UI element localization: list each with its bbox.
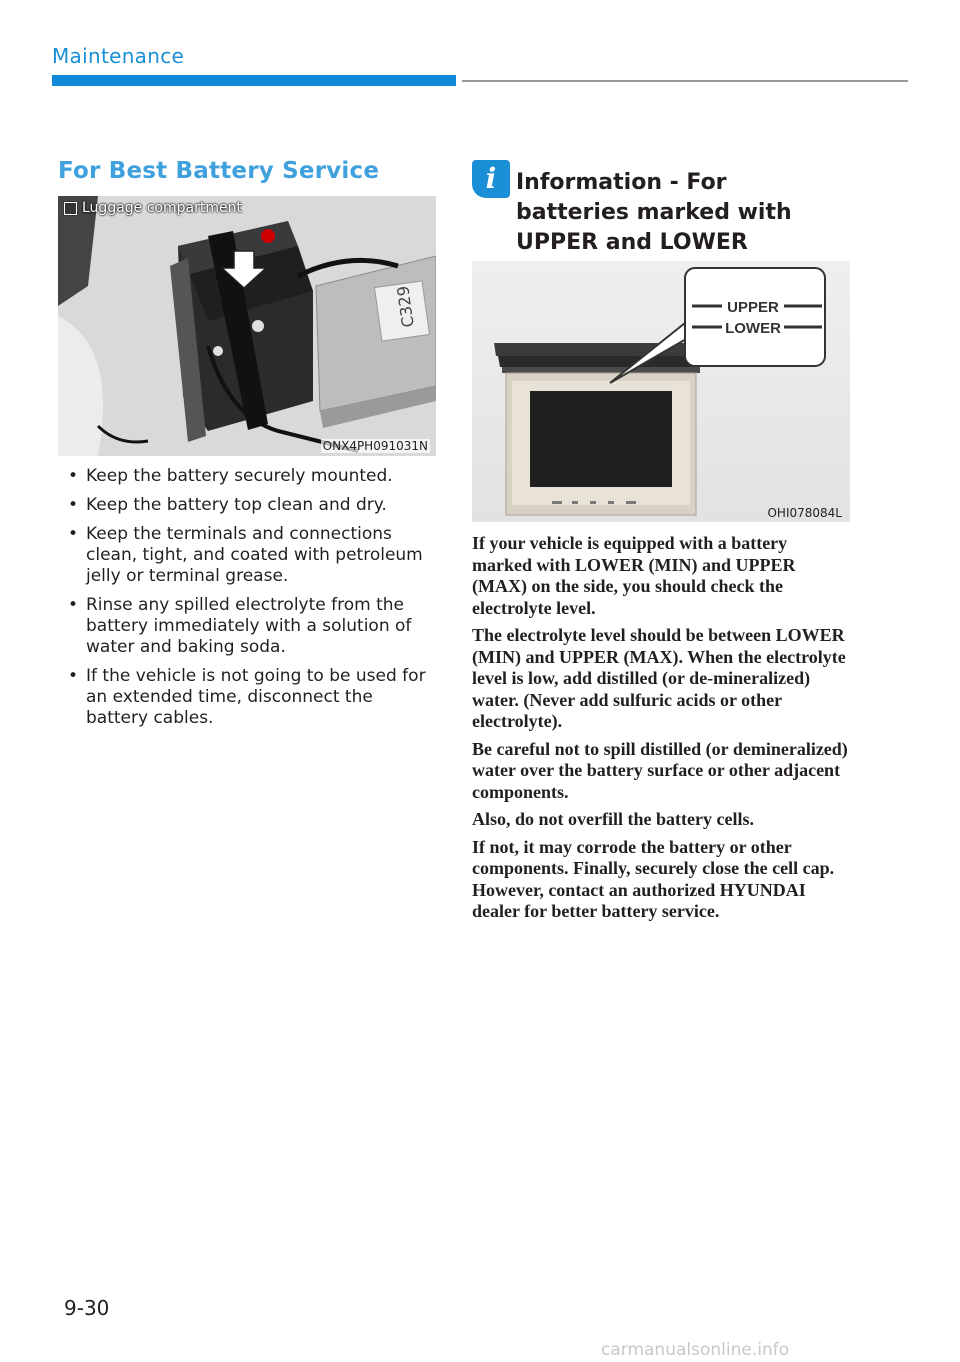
bullet-icon: •	[68, 466, 79, 486]
module-label-text: C329	[393, 284, 418, 329]
photo-code: ONX4PH091031N	[322, 439, 428, 453]
battery-level-illustration	[472, 261, 850, 522]
page-number: 9-30	[64, 1296, 110, 1320]
bullet-icon: •	[68, 495, 79, 515]
bullet-icon: •	[68, 524, 79, 544]
list-item	[68, 495, 436, 516]
caption-box-icon	[64, 202, 77, 215]
bullet-icon: •	[68, 666, 79, 686]
list-item-text: Keep the battery securely mounted.	[86, 466, 393, 486]
battery-level-diagram	[472, 261, 850, 522]
header-rule	[462, 80, 908, 82]
paragraph: Be careful not to spill distilled (or demineralized) water over the battery surface or other adjacent components.	[472, 738, 848, 802]
battery-service-list	[68, 466, 436, 737]
lower-label: LOWER	[725, 320, 781, 337]
best-battery-service-heading: For Best Battery Service	[58, 158, 380, 184]
photo-caption-text: Luggage compartment	[82, 200, 242, 216]
header-rule-accent	[52, 75, 456, 86]
module-label	[374, 281, 429, 341]
list-item-text: Rinse any spilled electrolyte from the battery immediately with a solution of water and baking soda.	[86, 595, 412, 657]
list-item	[68, 595, 436, 658]
battery-photo-illustration	[58, 196, 436, 456]
paragraph: Also, do not overfill the battery cells.	[472, 809, 754, 829]
diagram-code: OHI078084L	[767, 506, 842, 520]
list-item	[68, 524, 436, 587]
footer-watermark: carmanualsonline.info	[601, 1340, 790, 1360]
information-title: Information - For batteries marked with UPPER and LOWER	[516, 170, 792, 255]
upper-label: UPPER	[727, 299, 779, 316]
list-item-text: Keep the battery top clean and dry.	[86, 495, 387, 515]
list-item-text: Keep the terminals and connections clean, tight, and coated with petroleum jelly or terminal grease.	[86, 524, 423, 586]
info-icon: i	[472, 160, 510, 198]
list-item	[68, 466, 436, 487]
section-title: Maintenance	[52, 44, 185, 68]
photo-caption	[64, 200, 242, 216]
paragraph: If not, it may corrode the battery or other components. Finally, securely close the cell cap. However, contact an authorized HYUNDAI dealer for better battery service.	[472, 836, 835, 921]
information-body	[472, 533, 850, 929]
list-item-text: If the vehicle is not going to be used for an extended time, disconnect the battery cables.	[86, 666, 426, 728]
bullet-icon: •	[68, 595, 79, 615]
paragraph: The electrolyte level should be between LOWER (MIN) and UPPER (MAX). When the electrolyte level is low, add distilled (or de-mineralized) water. (Never add sulfuric acids or other electrolyte).	[472, 625, 846, 731]
battery-photo	[58, 196, 436, 456]
paragraph: If your vehicle is equipped with a battery marked with LOWER (MIN) and UPPER (MAX) on the side, you should check the electrolyte level.	[472, 533, 796, 618]
list-item	[68, 666, 436, 729]
